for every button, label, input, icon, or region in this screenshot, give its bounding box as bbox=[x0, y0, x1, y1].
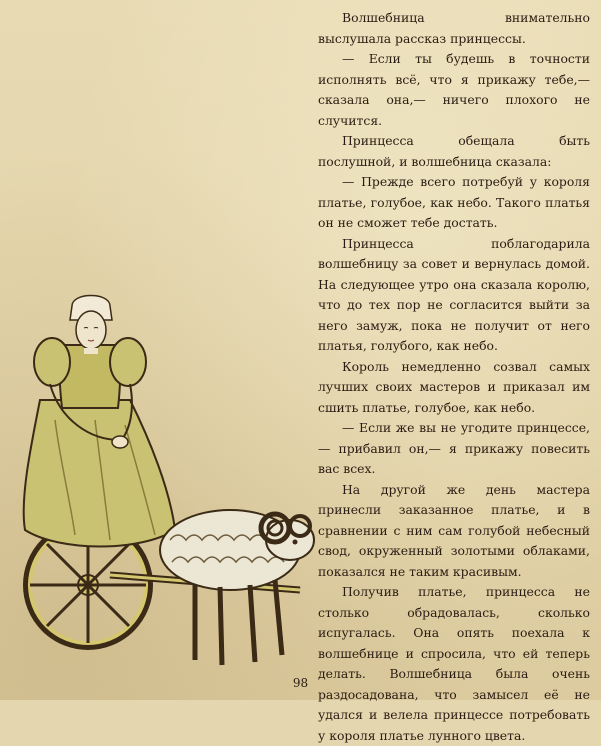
paragraph: Принцесса поблагодарила волшебницу за совет и вернулась домой. На следующее утро она сказала королю, что до тех пор не согласится выйти за него замуж, пока не получит от него платья, голубого, как небо. bbox=[318, 235, 590, 353]
paragraph: — Прежде всего потребуй у короля платье, голубое, как небо. Такого платья он не сможет тебе достать. bbox=[318, 174, 590, 230]
paragraph: — Если ты будешь в точности исполнять всё, что я прикажу тебе,— сказала она,— ничего плохого не случится. bbox=[318, 51, 590, 128]
paragraph: На другой же день мастера принесли заказанное платье, и в сравнении с ним сам голубой небесный свод, окруженный золотыми облаками, показался не таким красивым. bbox=[318, 481, 590, 579]
princess-dress bbox=[24, 338, 175, 547]
paragraph: Получив платье, принцесса не столько обрадовалась, сколько испугалась. Она опять поехала к волшебнице и спросила, что ей теперь делать. Волшебница была очень раздосадована, что замысел её не удался и велела принцессе потребовать у короля платье лунного цвета. bbox=[318, 584, 590, 743]
paragraph: Принцесса обещала быть послушной, и волшебница сказала: bbox=[318, 133, 590, 169]
story-text bbox=[318, 8, 590, 746]
paragraph: — Если же вы не угодите принцессе,— прибавил он,— я прикажу повесить вас всех. bbox=[318, 420, 590, 476]
paragraph: Волшебница внимательно выслушала рассказ принцессы. bbox=[318, 10, 590, 46]
paragraph: Король немедленно созвал самых лучших своих мастеров и приказал им сшить платье, голубое, как небо. bbox=[318, 358, 590, 415]
page-number: 98 bbox=[292, 676, 309, 690]
princess-ram-cart-illustration bbox=[0, 290, 320, 690]
